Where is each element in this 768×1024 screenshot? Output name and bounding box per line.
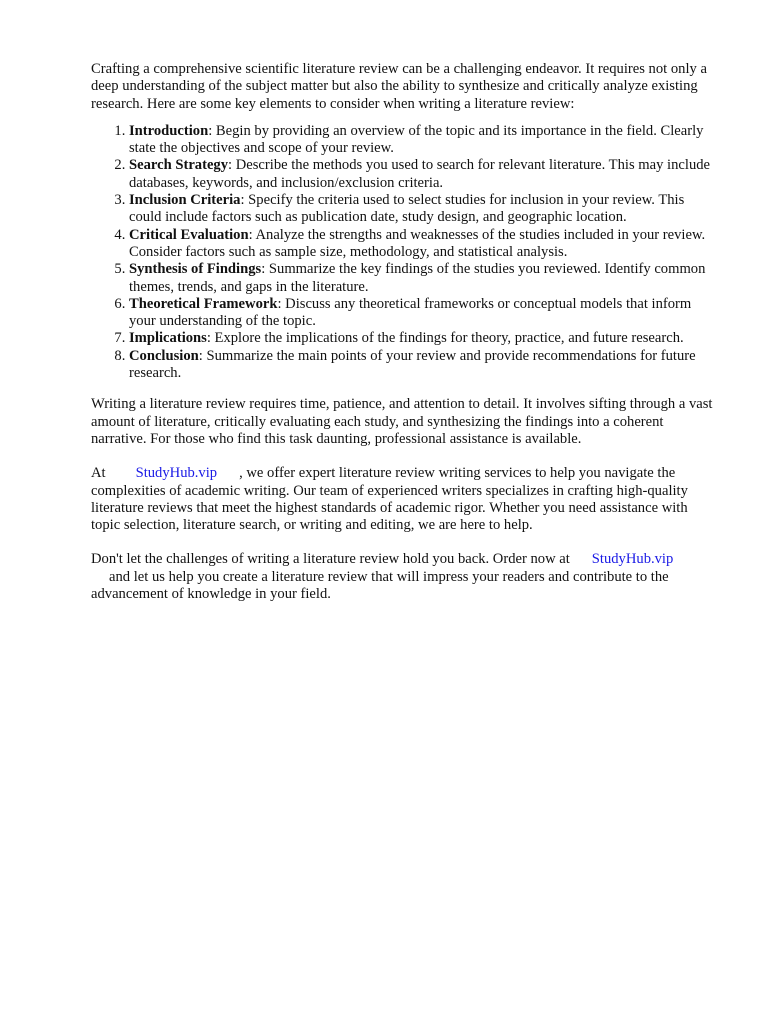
list-item-term: Theoretical Framework [129,295,278,312]
list-item-text: : Discuss any theoretical frameworks or conceptual models that inform your understanding of the topic. [129,295,692,330]
list-item [129,296,714,331]
list-item-text: : Summarize the key findings of the studies you reviewed. Identify common themes, trends, and gaps in the literature. [129,261,706,295]
list-item-term: Inclusion Criteria [129,192,241,209]
services-text-before: At [91,465,106,482]
list-item-text: : Explore the implications of the findings for theory, practice, and future research. [206,330,684,347]
list-item [129,192,714,227]
services-text-after: , we offer expert literature review writing services to help you navigate the complexities of academic writing. Our team of experienced writers specializes in crafting high-quality literature reviews that meet the highest standards of academic rigor. Whether you need assistance with topic selection, literature search, or writing and editing, we are here to help. [91,465,688,534]
order-text-after: and let us help you create a literature review that will impress your readers and contribute to the advancement of knowledge in your field. [91,568,669,603]
list-item [129,330,714,347]
list-item-term: Introduction [129,122,209,139]
list-item-term: Critical Evaluation [129,226,249,243]
studyhub-link[interactable]: StudyHub.vip [135,465,218,482]
list-item [129,123,714,158]
services-paragraph [91,465,714,534]
key-elements-list [91,123,714,382]
order-paragraph [91,551,714,603]
writing-paragraph: Writing a literature review requires time, patience, and attention to detail. It involves sifting through a vast amount of literature, critically evaluating each study, and synthesizing the findings into a coherent narrative. For those who find this task daunting, professional assistance is available. [91,396,713,447]
order-text-before: Don't let the challenges of writing a literature review hold you back. Order now at [91,551,570,568]
list-item-text: : Describe the methods you used to search for relevant literature. This may include databases, keywords, and inclusion/exclusion criteria. [129,157,711,191]
list-item-term: Conclusion [129,347,199,364]
list-item-term: Implications [129,330,207,347]
list-item-text: : Begin by providing an overview of the topic and its importance in the field. Clearly state the objectives and scope of your review. [129,122,704,157]
list-item-text: : Summarize the main points of your review and provide recommendations for future research. [129,347,696,382]
list-item [129,348,714,383]
list-item [129,261,714,296]
list-item [129,157,714,192]
list-item-term: Search Strategy [129,157,229,174]
studyhub-link[interactable]: StudyHub.vip [591,551,674,568]
list-item-text: : Analyze the strengths and weaknesses of the studies included in your review. Consider factors such as sample size, methodology, and statistical analysis. [129,226,706,260]
list-item-text: : Specify the criteria used to select studies for inclusion in your review. This could include factors such as publication date, study design, and geographic location. [129,192,685,226]
intro-paragraph: Crafting a comprehensive scientific literature review can be a challenging endeavor. It requires not only a deep understanding of the subject matter but also the ability to synthesize and critically analyze existing research. Here are some key elements to consider when writing a literature review: [91,61,707,112]
list-item [129,227,714,262]
list-item-term: Synthesis of Findings [129,261,262,278]
